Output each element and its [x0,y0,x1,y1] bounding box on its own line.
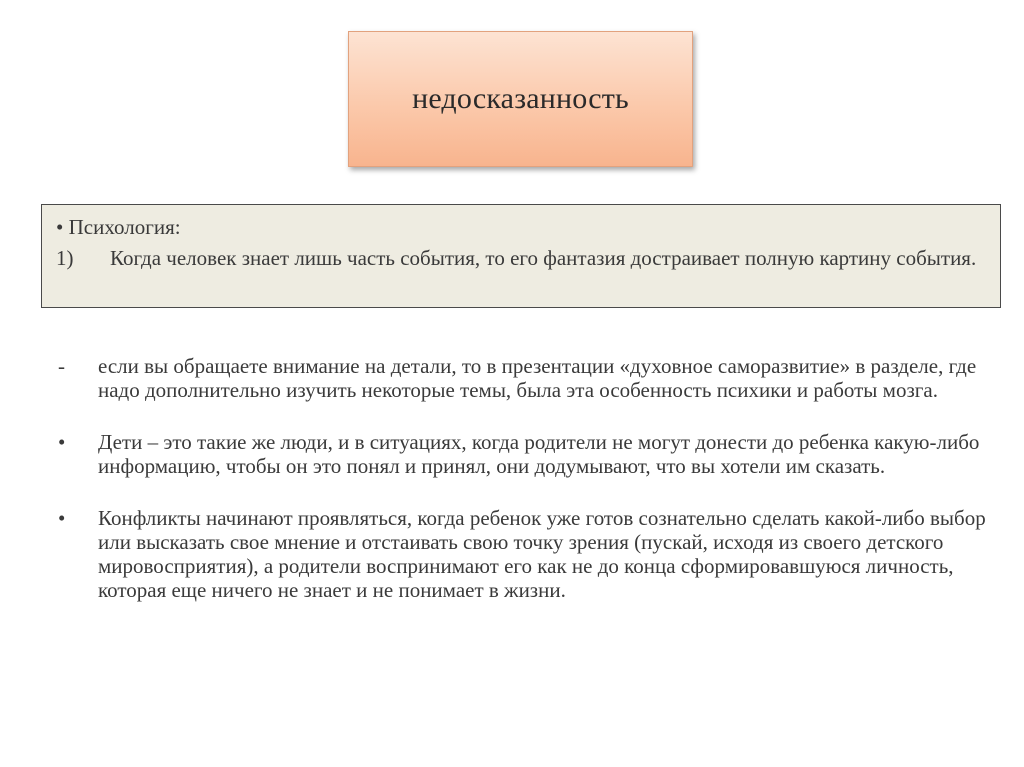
psychology-item [56,243,988,273]
psychology-box [41,204,1001,308]
psychology-item-number: 1) [56,246,74,270]
list-item [58,430,988,478]
bullet-marker: • [58,430,66,454]
bullet-marker: - [58,354,65,378]
list-item [58,506,988,602]
title-box [348,31,693,167]
psychology-heading: • Психология: [56,215,181,239]
bullet-list [58,354,988,630]
list-item [58,354,988,402]
bullet-text: Конфликты начинают проявляться, когда ребенок уже готов сознательно сделать какой-либо выбор или высказать свое мнение и отстаивать свою точку зрения (пускай, исходя из своего детского мировосприятия), а родители воспринимают его как не до конца сформировавшуюся личность, которая еще ничего не знает и не понимает в жизни. [98,506,986,602]
bullet-text: если вы обращаете внимание на детали, то в презентации «духовное саморазвитие» в разделе, где надо дополнительно изучить некоторые темы, была эта особенность психики и работы мозга. [98,354,977,402]
bullet-marker: • [58,506,66,530]
psychology-item-text: Когда человек знает лишь часть события, то его фантазия достраивает полную картину события. [110,246,977,270]
bullet-text: Дети – это такие же люди, и в ситуациях, когда родители не могут донести до ребенка какую-либо информацию, чтобы он это понял и принял, они додумывают, что вы хотели им сказать. [98,430,980,478]
slide-title: недосказанность [412,82,629,115]
